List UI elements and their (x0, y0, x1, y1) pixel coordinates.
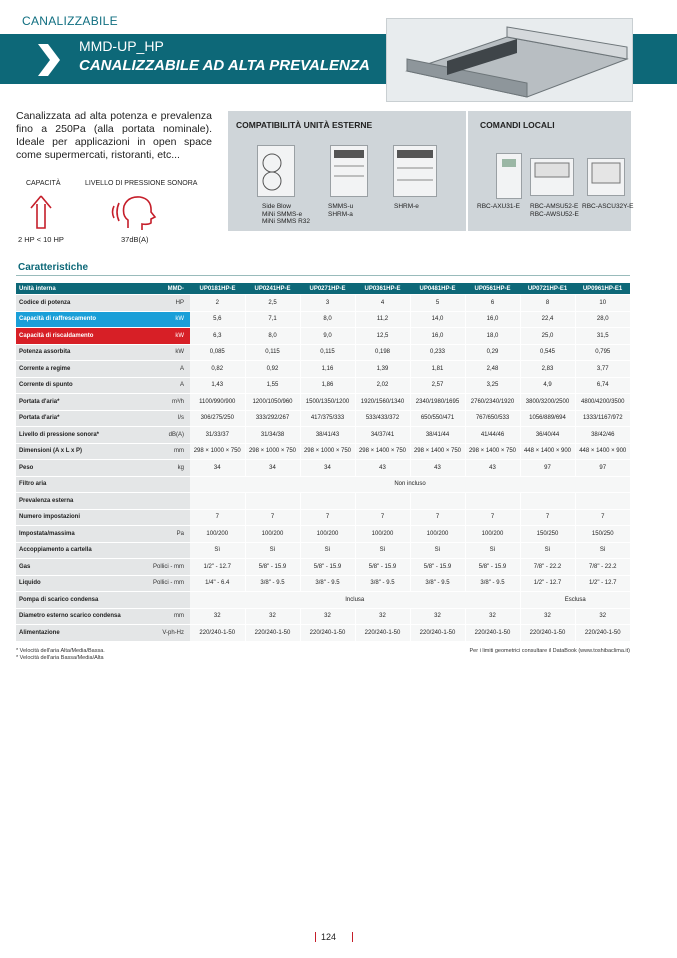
table-cell: 100/200 (355, 526, 410, 543)
table-cell: 7 (520, 509, 575, 526)
footnote-databook: Per i limiti geometrici consultare il DataBook (www.toshibaclima.it) (469, 648, 630, 654)
table-cell: 16,0 (410, 328, 465, 345)
table-cell: 1056/889/694 (520, 410, 575, 427)
row-unit: Pa (126, 526, 190, 543)
table-cell: 220/240-1-50 (190, 625, 245, 642)
row-unit: kW (126, 311, 190, 328)
table-cell: 22,4 (520, 311, 575, 328)
table-header-row (16, 283, 630, 295)
table-cell: 0,545 (520, 344, 575, 361)
row-unit (126, 509, 190, 526)
header-model: UP0271HP-E (300, 283, 355, 295)
table-cell: Sì (190, 542, 245, 559)
row-label: Numero impostazioni (16, 509, 126, 526)
cell-span: Inclusa (190, 592, 520, 609)
row-unit (126, 493, 190, 510)
table-cell: Sì (245, 542, 300, 559)
row-label: Portata d'aria* (16, 394, 126, 411)
row-label: Codice di potenza (16, 295, 126, 312)
table-cell: 220/240-1-50 (520, 625, 575, 642)
arrow-up-icon (29, 194, 53, 230)
table-cell: 7,1 (245, 311, 300, 328)
table-cell: 25,0 (520, 328, 575, 345)
table-cell: 0,795 (575, 344, 630, 361)
table-cell: 220/240-1-50 (410, 625, 465, 642)
row-label: Potenza assorbita (16, 344, 126, 361)
specs-table (16, 283, 630, 642)
table-cell: 1/2" - 12.7 (575, 575, 630, 592)
footnote-1: * Velocità dell'aria Alta/Media/Bassa. (16, 648, 105, 654)
table-cell: 0,29 (465, 344, 520, 361)
outdoor-unit-side-blow (257, 145, 295, 197)
table-cell: 16,0 (465, 311, 520, 328)
table-cell: 100/200 (465, 526, 520, 543)
remote-controller-amsu52 (530, 158, 574, 196)
table-cell: 7 (575, 509, 630, 526)
table-cell: 2,48 (465, 361, 520, 378)
sound-head-icon (110, 192, 160, 232)
row-label: Capacità di raffrescamento (16, 311, 126, 328)
table-cell: 220/240-1-50 (355, 625, 410, 642)
table-cell: 38/41/43 (300, 427, 355, 444)
table-cell: 767/650/533 (465, 410, 520, 427)
table-cell: 100/200 (245, 526, 300, 543)
section-rule (16, 275, 630, 276)
table-cell: 18,0 (465, 328, 520, 345)
product-image (386, 18, 633, 102)
header-model: UP0181HP-E (190, 283, 245, 295)
table-cell: 2340/1980/1695 (410, 394, 465, 411)
table-cell: 2,83 (520, 361, 575, 378)
table-cell: 38/41/44 (410, 427, 465, 444)
table-row (16, 542, 630, 559)
table-cell: 0,233 (410, 344, 465, 361)
table-cell: 7 (300, 509, 355, 526)
table-cell: 32 (355, 608, 410, 625)
header-model: UP0561HP-E (465, 283, 520, 295)
table-cell: 298 × 1000 × 750 (300, 443, 355, 460)
table-cell: 7 (355, 509, 410, 526)
chevron-right-icon (34, 42, 62, 78)
table-cell: 150/250 (520, 526, 575, 543)
table-cell: 5 (410, 295, 465, 312)
capacity-value: 2 HP < 10 HP (18, 235, 64, 244)
outdoor-unit-shrm (393, 145, 437, 197)
table-row (16, 443, 630, 460)
row-label: Dimensioni (A x L x P) (16, 443, 126, 460)
intro-text: Canalizzata ad alta potenza e prevalenza fino a 250Pa (alla portata nominale). Ideale per applicazioni in open space come supermercati, ristoranti, etc... (16, 110, 212, 161)
row-label: Livello di pressione sonora* (16, 427, 126, 444)
table-cell: 5/8" - 15.9 (245, 559, 300, 576)
table-cell (575, 493, 630, 510)
section-tag: CANALIZZABILE (22, 14, 118, 28)
table-cell: 1,55 (245, 377, 300, 394)
table-cell: 1333/1167/972 (575, 410, 630, 427)
table-cell: 97 (575, 460, 630, 477)
table-cell (355, 493, 410, 510)
table-cell: 1/2" - 12.7 (190, 559, 245, 576)
table-cell: 0,085 (190, 344, 245, 361)
row-label: Portata d'aria* (16, 410, 126, 427)
header-model: UP0361HP-E (355, 283, 410, 295)
table-cell: 1100/990/900 (190, 394, 245, 411)
table-cell: 6,3 (190, 328, 245, 345)
row-label: Corrente a regime (16, 361, 126, 378)
table-cell: 5,6 (190, 311, 245, 328)
compat-unit-label-2: SMMS-u SHRM-a (328, 203, 354, 218)
table-cell: 3,25 (465, 377, 520, 394)
outdoor-unit-smms (330, 145, 368, 197)
table-row (16, 592, 630, 609)
header-model: UP0961HP-E1 (575, 283, 630, 295)
table-cell: 448 × 1400 × 900 (575, 443, 630, 460)
row-label: Pompa di scarico condensa (16, 592, 126, 609)
table-cell: 0,198 (355, 344, 410, 361)
row-unit: dB(A) (126, 427, 190, 444)
table-cell: 100/200 (410, 526, 465, 543)
compat-unit-label-1: Side Blow MiNi SMMS-e MiNi SMMS R32 (262, 203, 311, 225)
table-cell: 1,86 (300, 377, 355, 394)
table-cell: 0,82 (190, 361, 245, 378)
table-row (16, 460, 630, 477)
table-cell: 1,81 (410, 361, 465, 378)
table-cell: 32 (575, 608, 630, 625)
table-cell (465, 493, 520, 510)
table-cell: 220/240-1-50 (465, 625, 520, 642)
table-cell: 43 (465, 460, 520, 477)
table-cell: Sì (520, 542, 575, 559)
table-cell: 2760/2340/1920 (465, 394, 520, 411)
row-label: Prevalenza esterna (16, 493, 126, 510)
table-cell: 2,57 (410, 377, 465, 394)
page-number: 124 (321, 932, 337, 942)
row-unit: kg (126, 460, 190, 477)
table-row (16, 559, 630, 576)
table-cell: 32 (465, 608, 520, 625)
table-cell (190, 493, 245, 510)
table-cell: 4800/4200/3500 (575, 394, 630, 411)
header-model: UP0241HP-E (245, 283, 300, 295)
table-row (16, 427, 630, 444)
compat-unit-label-3: SHRM-e (394, 203, 419, 210)
capacity-label: CAPACITÀ (26, 180, 61, 187)
table-cell: 34 (245, 460, 300, 477)
table-cell: 9,0 (300, 328, 355, 345)
table-row (16, 344, 630, 361)
table-cell: 3/8" - 9.5 (465, 575, 520, 592)
table-cell: 298 × 1400 × 750 (355, 443, 410, 460)
row-label: Peso (16, 460, 126, 477)
control-label-2: RBC-AMSU52-E RBC-AWSU52-E (530, 203, 579, 218)
table-cell: 4 (355, 295, 410, 312)
table-row (16, 493, 630, 510)
table-cell: 8,0 (245, 328, 300, 345)
table-cell: 7 (190, 509, 245, 526)
cell-span: Non incluso (190, 476, 630, 493)
table-cell: 5/8" - 15.9 (465, 559, 520, 576)
table-cell: 2,02 (355, 377, 410, 394)
table-cell: 31,5 (575, 328, 630, 345)
table-cell: 7 (465, 509, 520, 526)
table-row (16, 410, 630, 427)
table-row (16, 509, 630, 526)
row-unit: kW (126, 344, 190, 361)
row-unit: A (126, 377, 190, 394)
table-row (16, 394, 630, 411)
row-unit (126, 592, 190, 609)
table-cell (245, 493, 300, 510)
row-unit: m³/h (126, 394, 190, 411)
table-cell: Sì (575, 542, 630, 559)
remote-controller-ascu32y (587, 158, 625, 196)
table-cell: 533/433/372 (355, 410, 410, 427)
table-cell: 0,115 (245, 344, 300, 361)
table-row (16, 361, 630, 378)
table-cell: 220/240-1-50 (575, 625, 630, 642)
table-cell: 6,74 (575, 377, 630, 394)
row-label: Impostata/massima (16, 526, 126, 543)
table-cell: 2 (190, 295, 245, 312)
table-cell: 5/8" - 15.9 (355, 559, 410, 576)
row-unit: A (126, 361, 190, 378)
row-unit: mm (126, 608, 190, 625)
table-row (16, 377, 630, 394)
table-row (16, 625, 630, 642)
page-bar-left (315, 932, 316, 942)
table-cell: 3/8" - 9.5 (355, 575, 410, 592)
table-row (16, 476, 630, 493)
table-cell: 3/8" - 9.5 (245, 575, 300, 592)
table-row (16, 526, 630, 543)
table-cell: 1500/1350/1200 (300, 394, 355, 411)
table-cell: 43 (355, 460, 410, 477)
table-cell: Sì (410, 542, 465, 559)
table-cell: 34 (190, 460, 245, 477)
noise-label: LIVELLO DI PRESSIONE SONORA (85, 180, 198, 187)
table-cell: 298 × 1000 × 750 (190, 443, 245, 460)
table-cell: 5/8" - 15.9 (300, 559, 355, 576)
table-cell: 1,39 (355, 361, 410, 378)
table-cell (520, 493, 575, 510)
table-cell: 10 (575, 295, 630, 312)
duct-unit-illustration (387, 19, 632, 101)
table-cell: 1,16 (300, 361, 355, 378)
table-cell: 1/4" - 6.4 (190, 575, 245, 592)
table-cell: 3/8" - 9.5 (300, 575, 355, 592)
table-cell: 43 (410, 460, 465, 477)
row-label: Corrente di spunto (16, 377, 126, 394)
row-label: Diametro esterno scarico condensa (16, 608, 126, 625)
table-cell: 298 × 1000 × 750 (245, 443, 300, 460)
cell-span: Esclusa (520, 592, 630, 609)
table-cell: 150/250 (575, 526, 630, 543)
table-row (16, 311, 630, 328)
table-cell: 306/275/250 (190, 410, 245, 427)
table-cell: 34/37/41 (355, 427, 410, 444)
table-cell: 448 × 1400 × 900 (520, 443, 575, 460)
table-cell: 3,77 (575, 361, 630, 378)
table-cell: 7/8" - 22.2 (575, 559, 630, 576)
table-cell: 1200/1050/960 (245, 394, 300, 411)
table-cell: 32 (190, 608, 245, 625)
table-cell: 2,5 (245, 295, 300, 312)
table-cell: 5/8" - 15.9 (410, 559, 465, 576)
table-cell: 0,92 (245, 361, 300, 378)
table-cell: Sì (300, 542, 355, 559)
table-cell: 34 (300, 460, 355, 477)
table-row (16, 295, 630, 312)
row-unit: Pollici - mm (126, 575, 190, 592)
table-cell: 1,43 (190, 377, 245, 394)
table-cell: 6 (465, 295, 520, 312)
table-cell: 7 (410, 509, 465, 526)
table-row (16, 328, 630, 345)
control-label-3: RBC-ASCU32Y-E (582, 203, 634, 210)
row-unit: mm (126, 443, 190, 460)
row-unit: kW (126, 328, 190, 345)
table-cell: 11,2 (355, 311, 410, 328)
table-cell: 298 × 1400 × 750 (465, 443, 520, 460)
table-cell: 28,0 (575, 311, 630, 328)
row-unit: l/s (126, 410, 190, 427)
control-label-1: RBC-AXU31-E (477, 203, 520, 210)
table-cell: 32 (300, 608, 355, 625)
row-unit (126, 476, 190, 493)
table-cell: Sì (355, 542, 410, 559)
row-label: Liquido (16, 575, 126, 592)
row-label: Alimentazione (16, 625, 126, 642)
table-cell: 32 (245, 608, 300, 625)
section-heading: Caratteristiche (18, 262, 89, 273)
row-unit: HP (126, 295, 190, 312)
table-cell: 0,115 (300, 344, 355, 361)
compat-title: COMPATIBILITÀ UNITÀ ESTERNE (236, 120, 373, 130)
table-cell: 38/42/46 (575, 427, 630, 444)
table-cell: 7 (245, 509, 300, 526)
header-unit: MMD- (126, 283, 190, 295)
row-unit (126, 542, 190, 559)
page-bar-right (352, 932, 353, 942)
row-label: Capacità di riscaldamento (16, 328, 126, 345)
table-cell: 417/375/333 (300, 410, 355, 427)
panel-divider (466, 111, 468, 231)
noise-value: 37dB(A) (121, 235, 149, 244)
table-cell (300, 493, 355, 510)
footnotes (16, 648, 105, 662)
table-cell: 3/8" - 9.5 (410, 575, 465, 592)
table-cell: 31/33/37 (190, 427, 245, 444)
table-cell: 100/200 (300, 526, 355, 543)
model-code: MMD-UP_HP (79, 38, 164, 54)
table-cell: 333/292/267 (245, 410, 300, 427)
table-cell: 8,0 (300, 311, 355, 328)
table-cell: 220/240-1-50 (300, 625, 355, 642)
table-cell: 1920/1560/1340 (355, 394, 410, 411)
row-label: Gas (16, 559, 126, 576)
table-row (16, 575, 630, 592)
table-cell: 32 (520, 608, 575, 625)
table-cell: Sì (465, 542, 520, 559)
row-unit: V-ph-Hz (126, 625, 190, 642)
remote-controller-axu31 (496, 153, 522, 199)
header-model: UP0721HP-E1 (520, 283, 575, 295)
table-cell: 220/240-1-50 (245, 625, 300, 642)
table-cell: 12,5 (355, 328, 410, 345)
page-title: CANALIZZABILE AD ALTA PREVALENZA (79, 57, 370, 74)
table-cell: 7/8" - 22.2 (520, 559, 575, 576)
table-cell: 650/550/471 (410, 410, 465, 427)
table-cell: 32 (410, 608, 465, 625)
row-label: Accoppiamento a cartella (16, 542, 126, 559)
table-cell: 14,0 (410, 311, 465, 328)
table-cell: 3800/3200/2500 (520, 394, 575, 411)
header-name: Unità interna (16, 283, 126, 295)
table-cell: 97 (520, 460, 575, 477)
table-cell: 1/2" - 12.7 (520, 575, 575, 592)
controls-title: COMANDI LOCALI (480, 120, 555, 130)
header-model: UP0481HP-E (410, 283, 465, 295)
table-cell: 41/44/46 (465, 427, 520, 444)
table-cell: 4,9 (520, 377, 575, 394)
row-label: Filtro aria (16, 476, 126, 493)
table-row (16, 608, 630, 625)
table-cell: 8 (520, 295, 575, 312)
table-cell: 100/200 (190, 526, 245, 543)
table-cell: 36/40/44 (520, 427, 575, 444)
table-cell: 31/34/38 (245, 427, 300, 444)
row-unit: Pollici - mm (126, 559, 190, 576)
table-cell (410, 493, 465, 510)
table-cell: 3 (300, 295, 355, 312)
table-cell: 298 × 1400 × 750 (410, 443, 465, 460)
footnote-2: * Velocità dell'aria Bassa/Media/Alta (16, 655, 104, 661)
